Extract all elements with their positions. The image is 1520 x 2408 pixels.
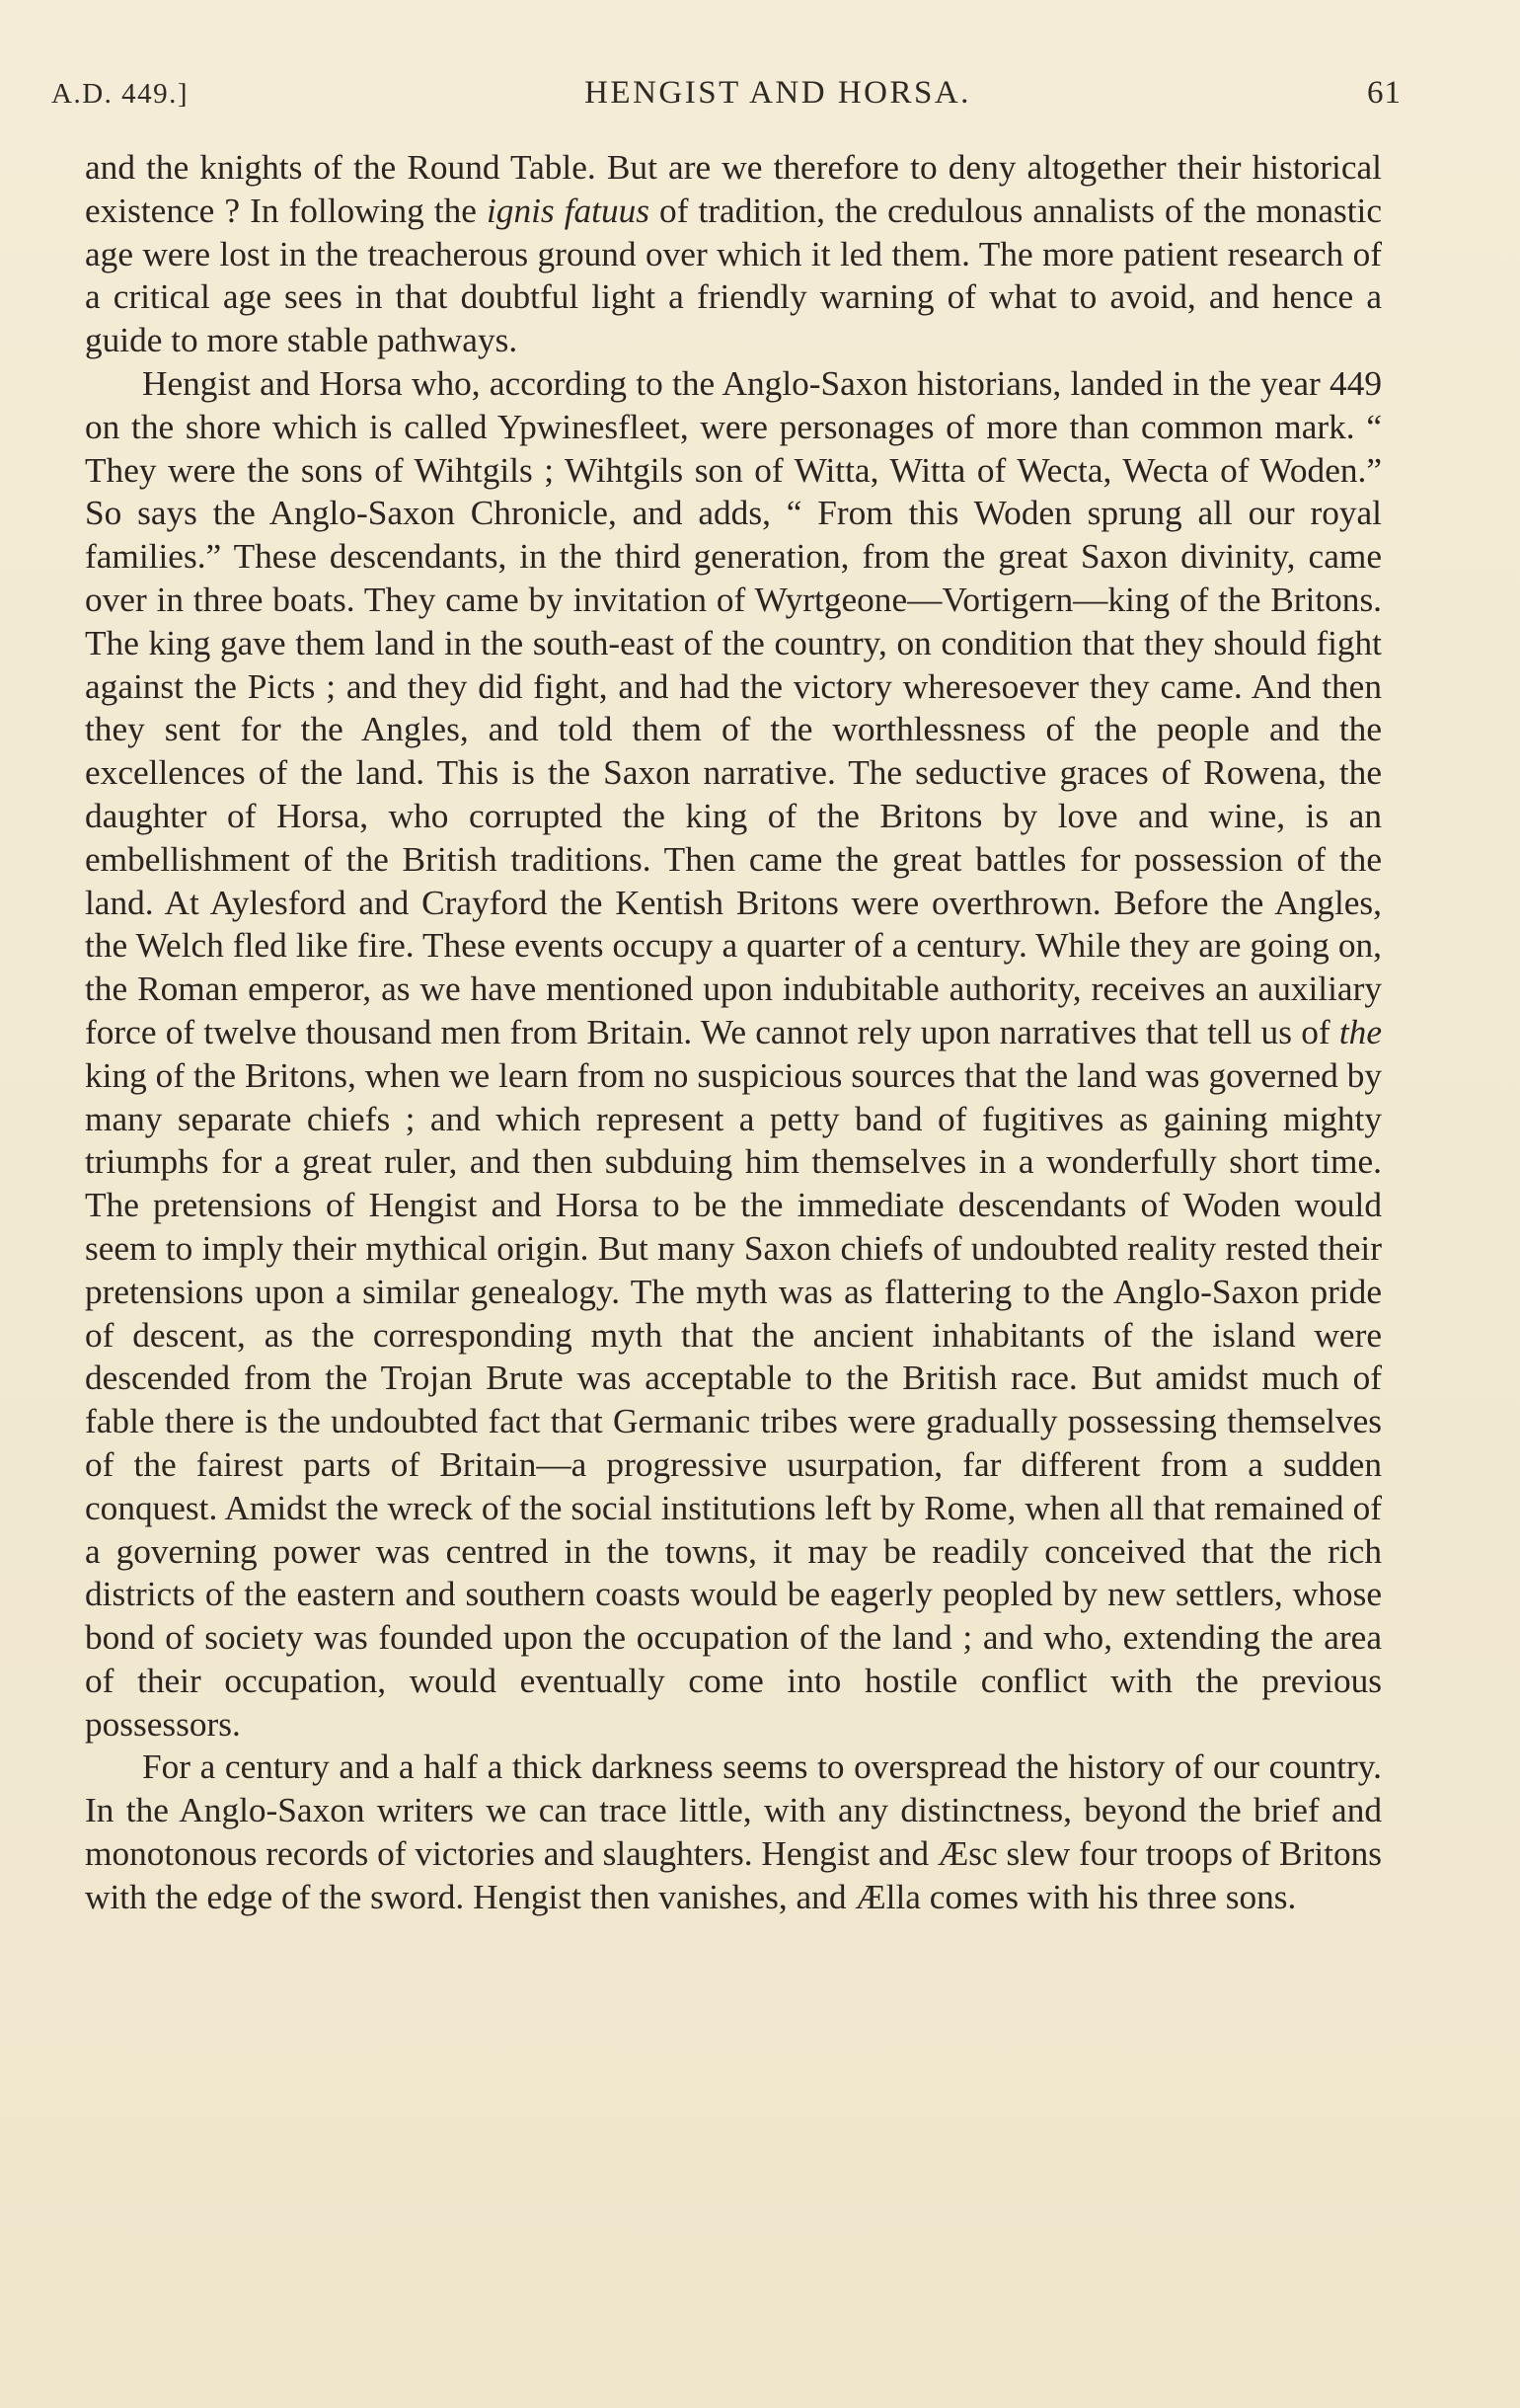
italic-word: the: [1338, 1012, 1382, 1051]
header-date: A.D. 449.]: [51, 78, 190, 110]
text-run: king of the Britons, when we learn from no suspicious sources that the land was governed by many separate chiefs ; and which represent a petty band of fugitives as gaining mighty triumphs for a great ruler, and then subduing him themselves in a wonderfully short time. The pretensions of Hengist and Horsa to be the immediate descendants of Woden would seem to imply their mythical origin. But many Saxon chiefs of undoubted reality rested their pretensions upon a similar genealogy. The myth was as flattering to the Anglo-Saxon pride of descent, as the corresponding myth that the ancient inhabitants of the island were descended from the Trojan Brute was acceptable to the British race. But amidst much of fable there is the undoubted fact that Germanic tribes were gradually possessing themselves of the fairest parts of Britain—a progressive usurpation, far different from a sudden conquest. Amidst the wreck of the social institutions left by Rome, when all that remained of a governing power was centred in the towns, it may be readily conceived that the rich districts of the eastern and southern coasts would be eagerly peopled by new settlers, whose bond of society was founded upon the occupation of the land ; and who, extending the area of their occupation, would eventually come into hostile conflict with the previous possessors.: [85, 1055, 1382, 1744]
running-header: [51, 75, 1402, 115]
body-text: [85, 146, 1382, 1919]
paragraph-continued: [85, 146, 1382, 362]
header-title: HENGIST AND HORSA.: [584, 75, 971, 111]
paragraph-hengist-horsa: [85, 362, 1382, 1747]
page-number: 61: [1366, 75, 1402, 111]
text-run: of tradition, the credulous annalists of the monastic age were lost in the treacherous ground over which it led them. The more patient research of a critical age sees in that doubtful light a friendly warning of what to avoid, and hence a guide to more stable pathways.: [85, 191, 1383, 360]
text-run: and the knights of the Round Table. But are we therefore to deny altogether their historical existence ? In following the: [85, 148, 1382, 230]
italic-phrase: ignis fatuus: [487, 191, 649, 230]
text-run: Hengist and Horsa who, according to the Anglo-Saxon historians, landed in the year 449 on the shore which is called Ypwinesfleet, were personages of more than common mark. “ They were the sons of Wihtgils ; Wihtgils son of Witta, Witta of Wecta, Wecta of Woden.” So says the Anglo-Saxon Chronicle, and adds, “ From this Woden sprung all our royal families.” These descendants, in the third generation, from the great Saxon divinity, came over in three boats. They came by invitation of Wyrtgeone—Vortigern—king of the Britons. The king gave them land in the south-east of the country, on condition that they should fight against the Picts ; and they did fight, and had the victory wheresoever they came. And then they sent for the Angles, and told them of the worthlessness of the people and the excellences of the land. This is the Saxon narrative. The seductive graces of Rowena, the daughter of Horsa, who corrupted the king of the Britons by love and wine, is an embellishment of the British traditions. Then came the great battles for possession of the land. At Aylesford and Crayford the Kentish Britons were overthrown. Before the Angles, the Welch fled like fire. These events occupy a quarter of a century. While they are going on, the Roman emperor, as we have mentioned upon indubitable authority, receives an auxiliary force of twelve thousand men from Britain. We cannot rely upon narratives that tell us of: [85, 363, 1382, 1051]
paragraph-darkness: [85, 1746, 1382, 1918]
text-run: For a century and a half a thick darkness seems to overspread the history of our country. In the Anglo-Saxon writers we can trace little, with any distinctness, beyond the brief and monotonous records of victories and slaughters. Hengist and Æsc slew four troops of Britons with the edge of the sword. Hengist then vanishes, and Ælla comes with his three sons.: [85, 1748, 1382, 1916]
